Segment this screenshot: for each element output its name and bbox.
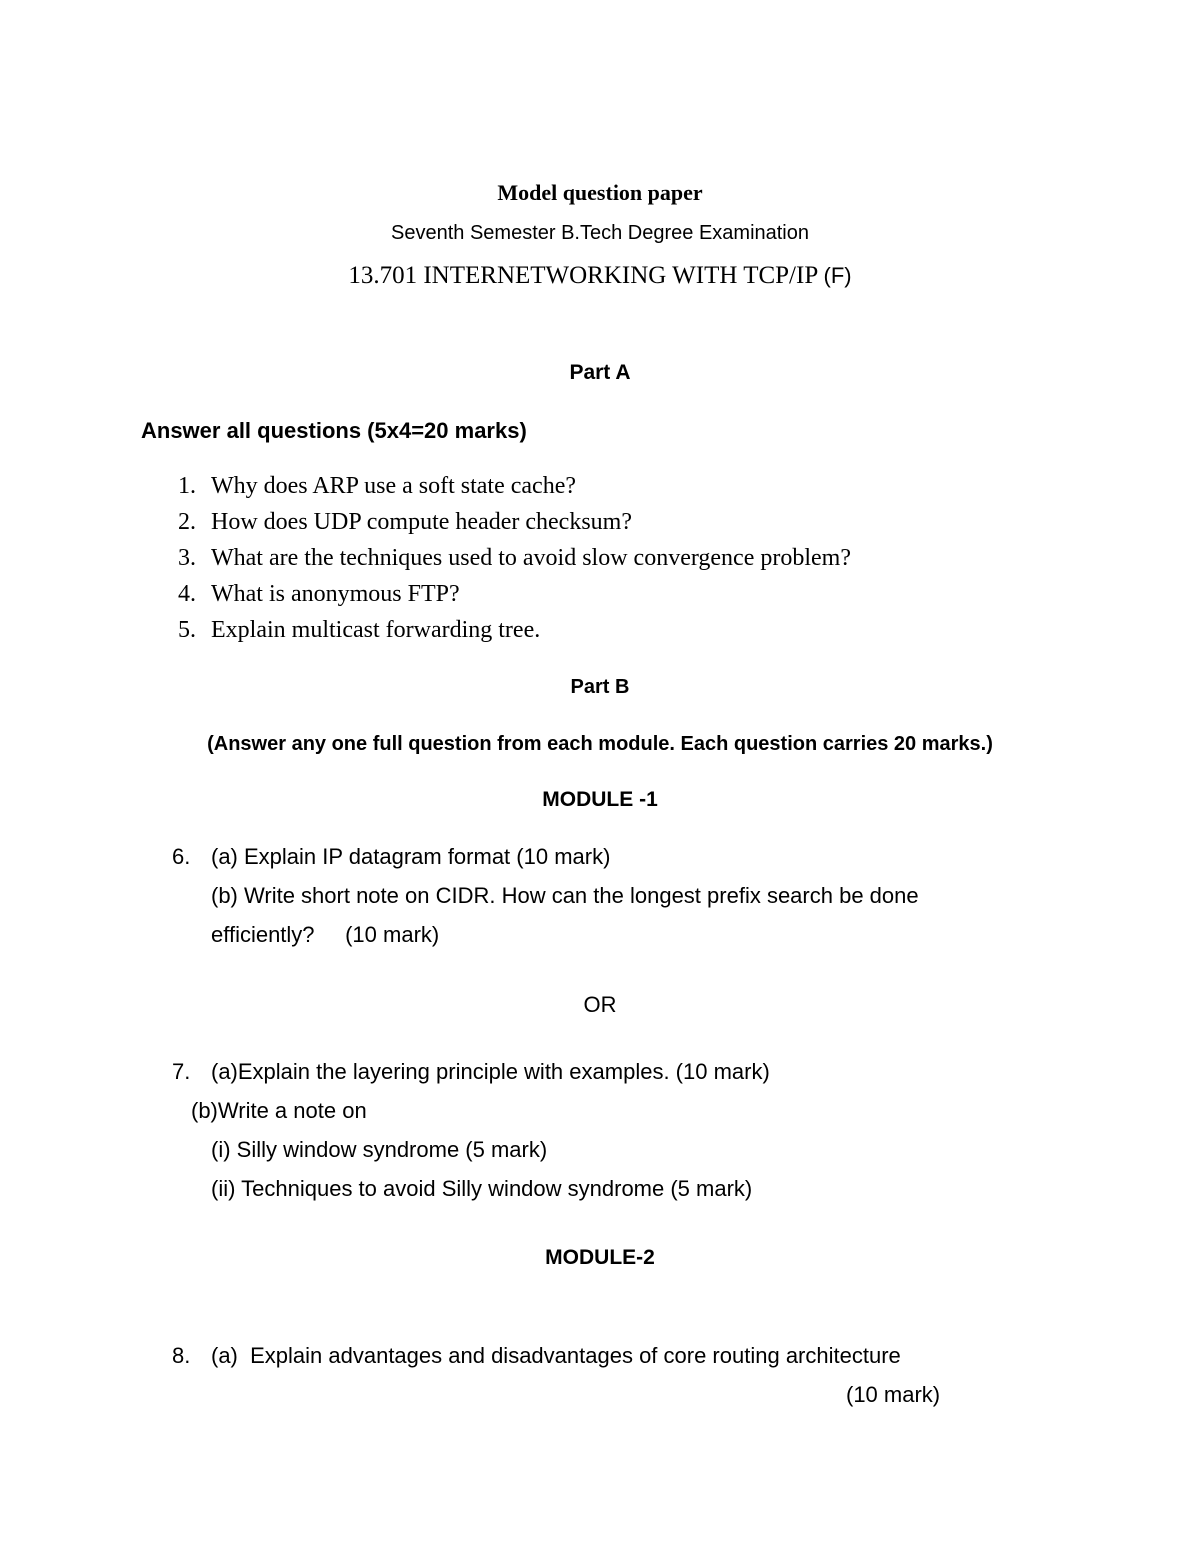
question-item: [163, 617, 1063, 647]
exam-subtitle: Seventh Semester B.Tech Degree Examination: [391, 222, 809, 244]
question-7-part-a: (a)Explain the layering principle with examples. (10 mark): [211, 1059, 770, 1084]
question-number: 4.: [178, 581, 196, 607]
question-6-part-b-continued: efficiently? (10 mark): [211, 922, 440, 947]
part-b-instruction: (Answer any one full question from each module. Each question carries 20 marks.): [207, 733, 993, 755]
question-text: Why does ARP use a soft state cache?: [211, 473, 577, 499]
question-7-number: 7.: [172, 1059, 191, 1084]
question-number: 3.: [178, 545, 196, 571]
or-separator: OR: [583, 992, 617, 1017]
question-item: [163, 473, 1063, 503]
question-item: [163, 545, 1063, 575]
question-6-number: 6.: [172, 844, 191, 869]
course-code-name: 13.701 INTERNETWORKING WITH TCP/IP: [348, 262, 824, 289]
question-8-part-a: (a) Explain advantages and disadvantages of core routing architecture: [211, 1343, 901, 1368]
question-8-number: 8.: [172, 1343, 191, 1368]
question-7-part-b: (b)Write a note on: [191, 1098, 367, 1123]
question-number: 5.: [178, 617, 196, 643]
question-6-part-b: (b) Write short note on CIDR. How can the longest prefix search be done: [211, 883, 919, 908]
question-8-marks: (10 mark): [846, 1382, 941, 1407]
question-7-part-b-ii: (ii) Techniques to avoid Silly window syndrome (5 mark): [211, 1176, 753, 1201]
question-item: [163, 509, 1063, 539]
paper-title: Model question paper: [497, 180, 703, 205]
course-title: [0, 262, 1200, 290]
question-text: How does UDP compute header checksum?: [211, 509, 632, 535]
question-text: What is anonymous FTP?: [211, 581, 460, 607]
part-a-instruction: Answer all questions (5x4=20 marks): [141, 418, 527, 443]
question-6-part-a: (a) Explain IP datagram format (10 mark): [211, 844, 611, 869]
question-item: [163, 581, 1063, 611]
part-a-heading: Part A: [569, 361, 631, 384]
module-1-heading: MODULE -1: [542, 788, 658, 811]
course-suffix: (F): [823, 263, 852, 288]
question-text: Explain multicast forwarding tree.: [211, 617, 541, 643]
module-2-heading: MODULE-2: [545, 1246, 655, 1269]
part-b-heading: Part B: [570, 676, 630, 698]
question-text: What are the techniques used to avoid slow convergence problem?: [211, 545, 851, 571]
question-7-part-b-i: (i) Silly window syndrome (5 mark): [211, 1137, 548, 1162]
question-number: 1.: [178, 473, 196, 499]
question-number: 2.: [178, 509, 196, 535]
